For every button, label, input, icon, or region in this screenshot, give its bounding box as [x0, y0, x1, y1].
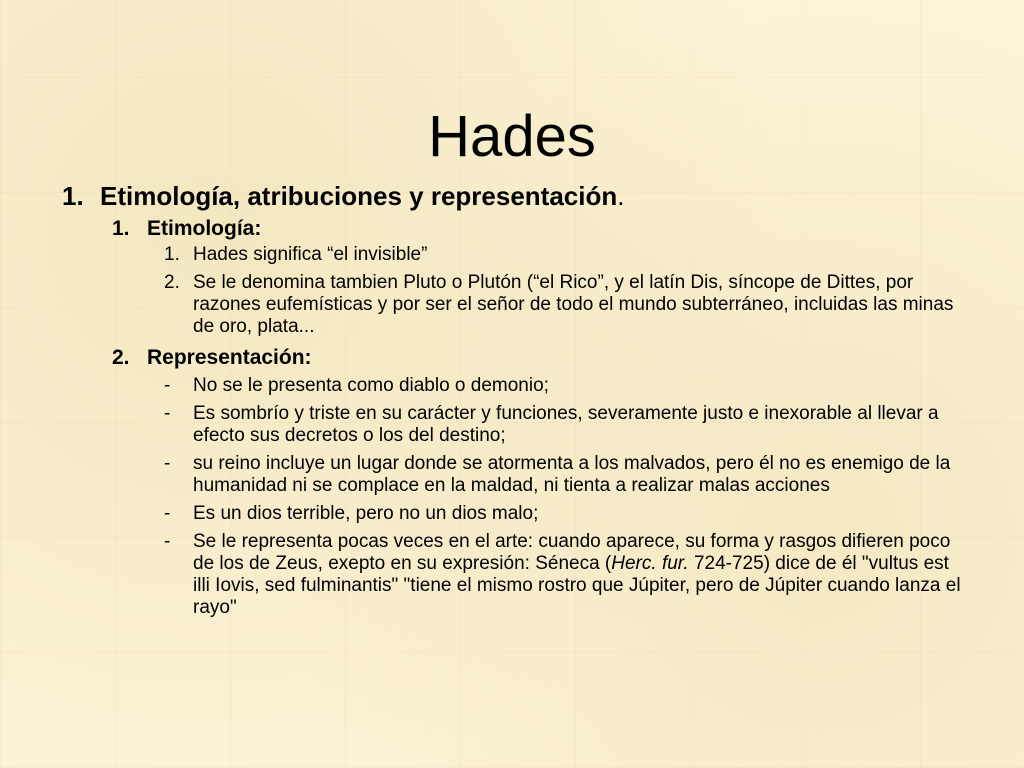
list-item [164, 503, 964, 525]
list-marker: 1. [164, 244, 180, 265]
section-heading [62, 180, 962, 212]
section-trailing-dot: . [617, 181, 625, 211]
subsection-representacion [112, 345, 912, 371]
list-marker: - [164, 531, 171, 552]
list-item-text: su reino incluye un lugar donde se atormenta a los malvados, pero él no es enemigo de la humanidad ni se complace en la maldad, ni tienta a realizar malas acciones [193, 453, 951, 496]
list-item [164, 403, 964, 447]
list-item-text: Es sombrío y triste en su carácter y funciones, severamente justo e inexorable al llevar a efecto sus decretos o los del destino; [193, 403, 939, 446]
list-item-text: Se le denomina tambien Pluto o Plutón (“el Rico”, y el latín Dis, síncope de Dittes, por razones eufemísticas y por ser el señor de todo el mundo subterráneo, incluidas las minas de oro, plata... [193, 272, 954, 337]
list-item [164, 531, 964, 619]
list-item-text: No se le presenta como diablo o demonio; [193, 375, 549, 396]
subsection-label: Etimología: [147, 217, 262, 240]
list-item-text-end: 724-725) dice de él "vultus est illi Iovis, sed fulminantis" "tiene el mismo rostro que Júpiter, pero de Júpiter cuando lanza el rayo" [193, 553, 961, 618]
list-item [164, 453, 964, 497]
list-item [164, 244, 964, 266]
etimologia-list [164, 244, 964, 344]
citation-italic: Herc. fur. [611, 553, 689, 574]
list-item [164, 272, 964, 338]
section-number: 1. [62, 181, 84, 211]
subsection-label: Representación: [147, 346, 312, 369]
representacion-list [164, 375, 964, 625]
list-marker: - [164, 403, 171, 424]
list-item-text-start: Se le representa pocas veces en el arte: cuando aparece, su forma y rasgos difieren poco de los de Zeus, exepto en su expresión: Séneca ( [193, 531, 951, 574]
list-marker: 2. [164, 272, 180, 293]
list-item-text: Es un dios terrible, pero no un dios malo; [193, 503, 539, 524]
list-item [164, 375, 964, 397]
list-marker: - [164, 375, 171, 396]
subsection-number: 1. [112, 217, 130, 240]
list-item-text: Hades significa “el invisible” [193, 244, 428, 265]
subsection-etimologia [112, 216, 912, 242]
subsection-number: 2. [112, 346, 130, 369]
section-label: Etimología, atribuciones y representación [100, 181, 618, 211]
list-marker: - [164, 453, 171, 474]
list-marker: - [164, 503, 171, 524]
slide-title: Hades [428, 103, 596, 169]
